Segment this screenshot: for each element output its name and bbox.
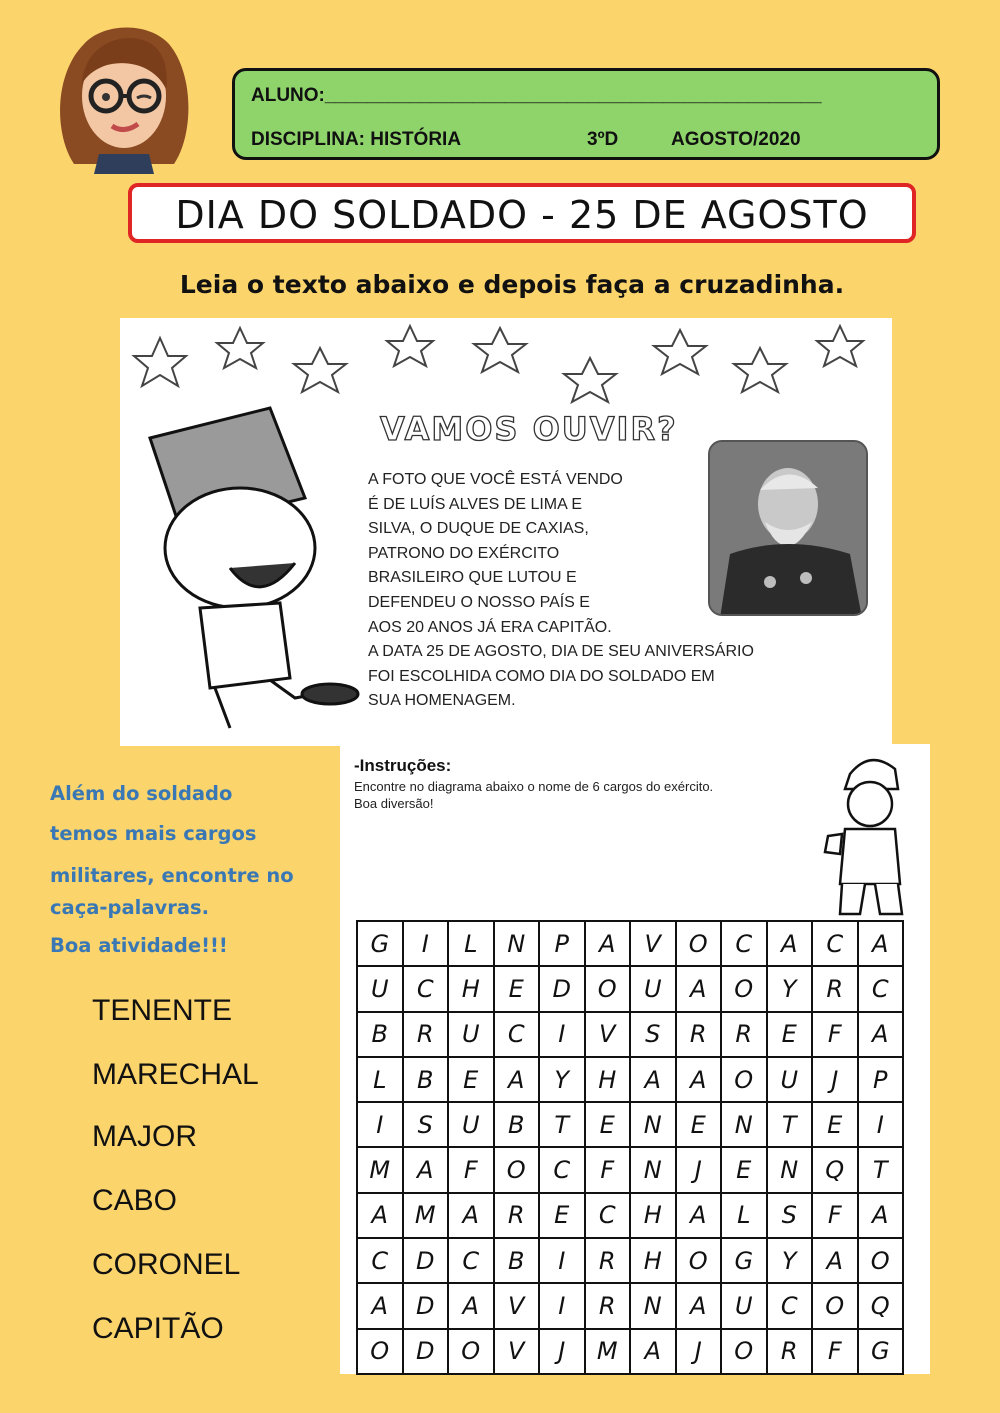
grid-cell[interactable]: M (585, 1329, 631, 1374)
grid-cell[interactable]: H (448, 966, 494, 1011)
grid-cell[interactable]: M (403, 1193, 449, 1238)
grid-cell[interactable]: G (721, 1238, 767, 1283)
grid-cell[interactable]: F (448, 1147, 494, 1192)
grid-cell[interactable]: A (676, 1283, 722, 1328)
grid-cell[interactable]: J (676, 1329, 722, 1374)
grid-cell[interactable]: B (494, 1102, 540, 1147)
grid-cell[interactable]: C (448, 1238, 494, 1283)
grid-cell[interactable]: C (539, 1147, 585, 1192)
grid-cell[interactable]: R (676, 1012, 722, 1057)
grid-cell[interactable]: A (585, 921, 631, 966)
page-subtitle: Leia o texto abaixo e depois faça a cruzadinha. (179, 270, 845, 299)
grid-cell[interactable]: L (721, 1193, 767, 1238)
grid-cell[interactable]: J (539, 1329, 585, 1374)
grid-cell[interactable]: A (357, 1283, 403, 1328)
page-title: DIA DO SOLDADO - 25 DE AGOSTO (175, 193, 869, 237)
grid-row (357, 1057, 903, 1102)
grid-row (357, 1283, 903, 1328)
grid-cell[interactable]: F (812, 1012, 858, 1057)
grid-cell[interactable]: J (676, 1147, 722, 1192)
grid-cell[interactable]: O (676, 1238, 722, 1283)
story-line: SUA HOMENAGEM. (368, 692, 516, 710)
grid-cell[interactable]: H (585, 1057, 631, 1102)
grid-cell[interactable]: E (585, 1102, 631, 1147)
grid-cell[interactable]: M (357, 1147, 403, 1192)
word-search-panel (340, 744, 930, 1374)
side-text-line: militares, encontre no (50, 864, 294, 887)
grid-row (357, 1193, 903, 1238)
story-line: DEFENDEU O NOSSO PAÍS E (368, 593, 590, 611)
grid-cell[interactable]: N (721, 1102, 767, 1147)
grid-cell[interactable]: C (357, 1238, 403, 1283)
grid-cell[interactable]: O (721, 1329, 767, 1374)
grid-cell[interactable]: A (494, 1057, 540, 1102)
grid-cell[interactable]: D (539, 966, 585, 1011)
grid-cell[interactable]: L (448, 921, 494, 966)
grid-row (357, 1102, 903, 1147)
grid-cell[interactable]: A (403, 1147, 449, 1192)
grid-cell[interactable]: U (767, 1057, 813, 1102)
grid-cell[interactable]: N (630, 1283, 676, 1328)
discipline-label: DISCIPLINA: HISTÓRIA (251, 129, 462, 150)
grid-cell[interactable]: Y (539, 1057, 585, 1102)
grid-cell[interactable]: H (630, 1238, 676, 1283)
story-line: AOS 20 ANOS JÁ ERA CAPITÃO. (368, 618, 612, 636)
grid-cell[interactable]: Y (767, 966, 813, 1011)
story-heading: VAMOS OUVIR? (380, 410, 678, 448)
grid-cell[interactable]: A (676, 966, 722, 1011)
story-line: A DATA 25 DE AGOSTO, DIA DE SEU ANIVERSÁRIO (368, 643, 754, 661)
grid-cell[interactable]: I (858, 1102, 904, 1147)
grid-cell[interactable]: T (767, 1102, 813, 1147)
story-panel (120, 318, 892, 746)
grid-cell[interactable]: C (858, 966, 904, 1011)
grid-row (357, 921, 903, 966)
grid-cell[interactable]: U (448, 1012, 494, 1057)
word-item: MAJOR (92, 1120, 197, 1153)
story-line: É DE LUÍS ALVES DE LIMA E (368, 495, 583, 513)
grid-cell[interactable]: N (494, 921, 540, 966)
grid-cell[interactable]: A (676, 1193, 722, 1238)
grid-cell[interactable]: U (721, 1283, 767, 1328)
grid-cell[interactable]: C (721, 921, 767, 966)
word-item: CABO (92, 1184, 178, 1217)
story-line: A FOTO QUE VOCÊ ESTÁ VENDO (368, 471, 623, 488)
word-search-grid (356, 920, 904, 1375)
grid-cell[interactable]: A (630, 1057, 676, 1102)
grid-cell[interactable]: E (448, 1057, 494, 1102)
grid-cell[interactable]: Q (858, 1283, 904, 1328)
soldier-cartoon-icon (810, 744, 920, 924)
grid-cell[interactable]: N (630, 1147, 676, 1192)
story-line: PATRONO DO EXÉRCITO (368, 544, 560, 562)
grid-cell[interactable]: B (494, 1238, 540, 1283)
grid-cell[interactable]: A (767, 921, 813, 966)
grid-cell[interactable]: C (812, 921, 858, 966)
grid-cell[interactable]: F (585, 1147, 631, 1192)
grid-cell[interactable]: P (858, 1057, 904, 1102)
grid-cell[interactable]: A (630, 1329, 676, 1374)
grid-cell[interactable]: G (357, 921, 403, 966)
side-text-line: caça-palavras. (50, 896, 209, 919)
grid-cell[interactable]: R (812, 966, 858, 1011)
grid-cell[interactable]: T (539, 1102, 585, 1147)
grid-cell[interactable]: C (585, 1193, 631, 1238)
grid-cell[interactable]: A (858, 1193, 904, 1238)
grid-cell[interactable]: U (630, 966, 676, 1011)
grid-cell[interactable]: E (721, 1147, 767, 1192)
grid-cell[interactable]: G (858, 1329, 904, 1374)
student-header (232, 68, 940, 160)
word-item: MARECHAL (92, 1058, 259, 1091)
title-box (128, 183, 916, 243)
grid-cell[interactable]: L (357, 1057, 403, 1102)
side-text-line: Além do soldado (50, 782, 233, 805)
grid-cell[interactable]: D (403, 1238, 449, 1283)
grid-cell[interactable]: S (630, 1012, 676, 1057)
grid-cell[interactable]: O (357, 1329, 403, 1374)
grid-cell[interactable]: B (357, 1012, 403, 1057)
side-text-line: temos mais cargos (50, 822, 257, 845)
grid-cell[interactable]: V (585, 1012, 631, 1057)
grid-cell[interactable]: R (585, 1283, 631, 1328)
grid-cell[interactable]: A (858, 921, 904, 966)
grid-cell[interactable]: O (585, 966, 631, 1011)
story-text (368, 468, 754, 714)
instructions-title: -Instruções: (354, 756, 452, 775)
grid-cell[interactable]: P (539, 921, 585, 966)
grid-cell[interactable]: J (812, 1057, 858, 1102)
grid-cell[interactable]: E (539, 1193, 585, 1238)
grid-cell[interactable]: I (539, 1283, 585, 1328)
grid-cell[interactable]: A (858, 1012, 904, 1057)
grid-cell[interactable]: B (403, 1057, 449, 1102)
grid-cell[interactable]: T (858, 1147, 904, 1192)
grid-cell[interactable]: N (630, 1102, 676, 1147)
grid-cell[interactable]: A (676, 1057, 722, 1102)
grid-cell[interactable]: R (767, 1329, 813, 1374)
instructions-line: Boa diversão! (354, 796, 434, 811)
grid-cell[interactable]: V (630, 921, 676, 966)
grid-cell[interactable]: O (494, 1147, 540, 1192)
grid-row (357, 1012, 903, 1057)
side-text-line: Boa atividade!!! (50, 934, 228, 957)
grid-row (357, 1238, 903, 1283)
date-label: AGOSTO/2020 (671, 129, 801, 150)
class-label: 3ºD (587, 129, 619, 150)
grid-cell[interactable]: O (676, 921, 722, 966)
story-line: BRASILEIRO QUE LUTOU E (368, 569, 577, 587)
grid-cell[interactable]: S (767, 1193, 813, 1238)
grid-cell[interactable]: O (448, 1329, 494, 1374)
grid-row (357, 1147, 903, 1192)
grid-cell[interactable]: S (403, 1102, 449, 1147)
grid-cell[interactable]: F (812, 1329, 858, 1374)
grid-cell[interactable]: C (494, 1012, 540, 1057)
grid-cell[interactable]: C (403, 966, 449, 1011)
instructions-text (354, 778, 713, 812)
grid-cell[interactable]: E (812, 1102, 858, 1147)
grid-cell[interactable]: R (403, 1012, 449, 1057)
grid-cell[interactable]: V (494, 1329, 540, 1374)
grid-cell[interactable]: O (721, 966, 767, 1011)
grid-cell[interactable]: E (494, 966, 540, 1011)
grid-cell[interactable]: U (357, 966, 403, 1011)
grid-cell[interactable]: I (357, 1102, 403, 1147)
grid-cell[interactable]: H (630, 1193, 676, 1238)
grid-cell[interactable]: Q (812, 1147, 858, 1192)
grid-cell[interactable]: I (539, 1238, 585, 1283)
story-line: SILVA, O DUQUE DE CAXIAS, (368, 520, 589, 538)
grid-cell[interactable]: I (539, 1012, 585, 1057)
grid-cell[interactable]: D (403, 1283, 449, 1328)
grid-cell[interactable]: E (676, 1102, 722, 1147)
grid-cell[interactable]: O (858, 1238, 904, 1283)
grid-cell[interactable]: C (767, 1283, 813, 1328)
grid-cell[interactable]: A (448, 1283, 494, 1328)
word-item: CORONEL (92, 1248, 241, 1281)
grid-cell[interactable]: R (494, 1193, 540, 1238)
grid-cell[interactable]: R (585, 1238, 631, 1283)
grid-cell[interactable]: A (812, 1238, 858, 1283)
grid-cell[interactable]: R (721, 1012, 767, 1057)
grid-row (357, 966, 903, 1011)
grid-cell[interactable]: A (448, 1193, 494, 1238)
student-name-field[interactable]: ALUNO:_______________________________________________ (251, 85, 822, 106)
word-item: TENENTE (92, 994, 233, 1027)
word-item: CAPITÃO (92, 1312, 224, 1345)
grid-cell[interactable]: E (767, 1012, 813, 1057)
boy-cartoon-icon (120, 398, 370, 738)
story-line: FOI ESCOLHIDA COMO DIA DO SOLDADO EM (368, 667, 715, 685)
grid-cell[interactable]: O (812, 1283, 858, 1328)
grid-cell[interactable]: A (357, 1193, 403, 1238)
grid-cell[interactable]: F (812, 1193, 858, 1238)
instructions-line: Encontre no diagrama abaixo o nome de 6 cargos do exército. (354, 779, 714, 794)
grid-cell[interactable]: U (448, 1102, 494, 1147)
grid-cell[interactable]: I (403, 921, 449, 966)
grid-cell[interactable]: V (494, 1283, 540, 1328)
grid-cell[interactable]: O (721, 1057, 767, 1102)
grid-cell[interactable]: D (403, 1329, 449, 1374)
teacher-avatar-icon (44, 14, 204, 174)
grid-cell[interactable]: Y (767, 1238, 813, 1283)
grid-cell[interactable]: N (767, 1147, 813, 1192)
grid-row (357, 1329, 903, 1374)
